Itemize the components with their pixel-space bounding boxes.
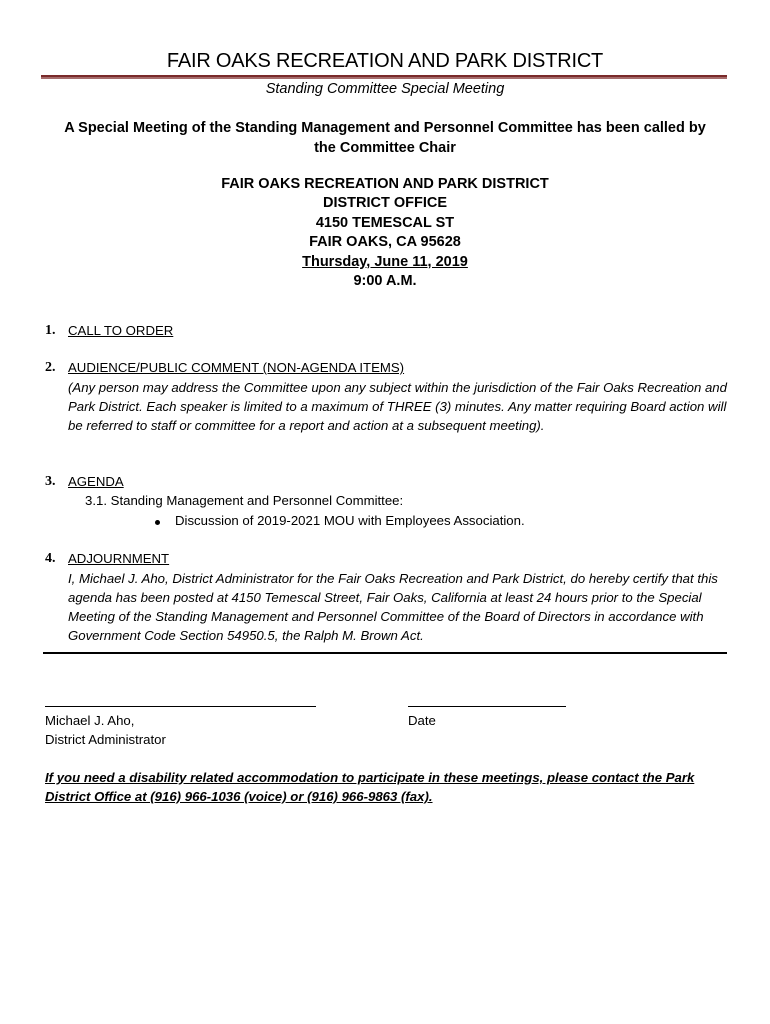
item-number: 3.	[45, 474, 56, 489]
meeting-location	[0, 175, 770, 291]
item-heading: AGENDA	[68, 474, 124, 489]
item-heading: ADJOURNMENT	[68, 551, 170, 566]
date-line	[408, 706, 566, 707]
item-body: (Any person may address the Committee upon any subject within the jurisdiction of the Fair Oaks Recreation and Park District. Each speaker is limited to a maximum of THREE (3) minutes. Any matter requiring Board action will be referred to staff or committee for a report and action at a subsequent meeting).	[68, 380, 727, 433]
item-heading: CALL TO ORDER	[68, 323, 174, 338]
signer-role: District Administrator	[45, 732, 166, 747]
meeting-intro: A Special Meeting of the Standing Management and Personnel Committee has been called by the Committee Chair	[64, 120, 706, 156]
section-divider	[43, 652, 727, 654]
accommodation-notice: If you need a disability related accommodation to participate in these meetings, please contact the Park District Office at (916) 966-1036 (voice) or (916) 966-9863 (fax).	[45, 770, 695, 804]
item-number: 1.	[45, 323, 56, 338]
signature-line	[45, 706, 316, 707]
item-number: 2.	[45, 360, 56, 375]
bullet-item: Discussion of 2019-2021 MOU with Employees Association.	[175, 513, 525, 528]
header-divider	[41, 75, 727, 79]
location-office: DISTRICT OFFICE	[322, 195, 448, 212]
signer-name: Michael J. Aho,	[45, 713, 135, 728]
item-heading: AUDIENCE/PUBLIC COMMENT (NON-AGENDA ITEMS)	[68, 360, 405, 375]
sub-item: 3.1. Standing Management and Personnel Committee:	[85, 493, 404, 508]
page-subtitle: Standing Committee Special Meeting	[265, 81, 505, 97]
bullet-icon	[155, 520, 160, 525]
date-label: Date	[408, 713, 436, 728]
location-street: 4150 TEMESCAL ST	[315, 214, 455, 231]
location-city: FAIR OAKS, CA 95628	[309, 234, 461, 251]
meeting-time: 9:00 A.M.	[353, 273, 417, 290]
item-number: 4.	[45, 551, 56, 566]
meeting-date: Thursday, June 11, 2019	[302, 253, 468, 270]
item-body: I, Michael J. Aho, District Administrator for the Fair Oaks Recreation and Park District, do hereby certify that this agenda has been posted at 4150 Temescal Street, Fair Oaks, California at least 24 hours prior to the Special Meeting of the Standing Management and Personnel Committee of the Board of Directors in accordance with Government Code Section 54950.5, the Ralph M. Brown Act.	[68, 571, 718, 643]
page-title: FAIR OAKS RECREATION AND PARK DISTRICT	[166, 50, 604, 72]
location-org: FAIR OAKS RECREATION AND PARK DISTRICT	[221, 176, 549, 192]
